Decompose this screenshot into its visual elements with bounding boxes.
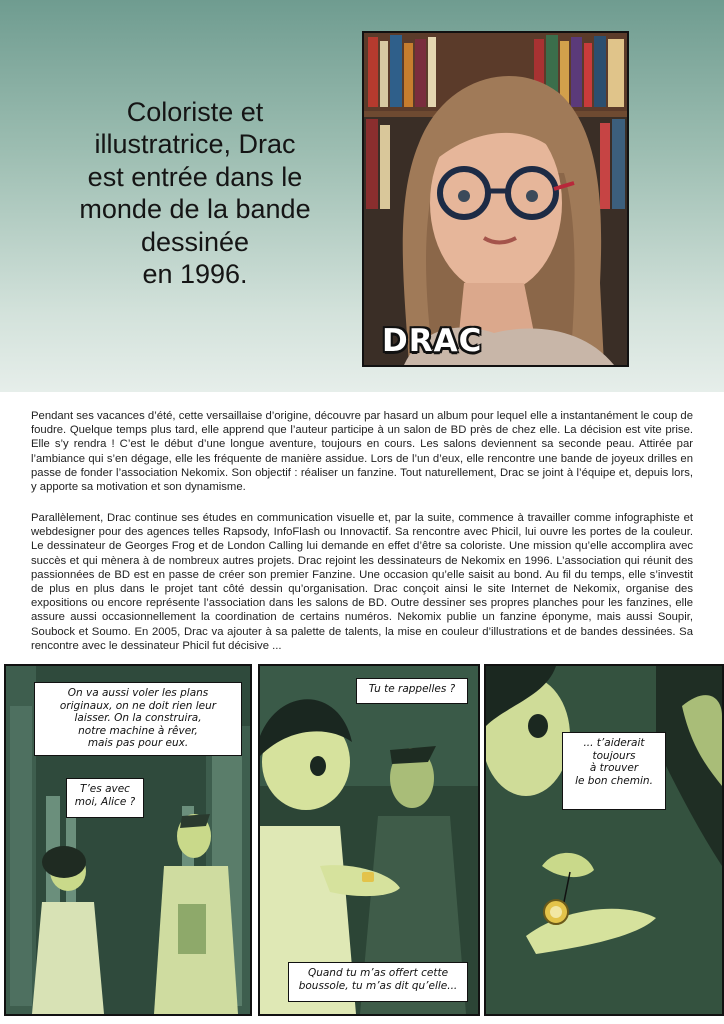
intro-line: dessinée	[140, 226, 250, 257]
bubble-line: le bon chemin.	[575, 774, 653, 787]
speech-bubble	[288, 962, 468, 1002]
speech-bubble	[66, 778, 144, 818]
portrait-photo	[362, 31, 629, 367]
bubble-line: notre machine à rêver,	[78, 724, 198, 737]
intro-line: Coloriste et	[126, 97, 264, 127]
intro-line: est entrée dans le	[87, 161, 303, 192]
bubble-line: à trouver	[589, 762, 639, 774]
intro-line: monde de la bande	[79, 194, 311, 225]
biography-paragraph-1: Pendant ses vacances d’été, cette versaillaise d’origine, découvre par hasard un album pour lequel elle a instantanément le coup de foudre. Quelque temps plus tard, elle apprend que l’auteur participe à un salon de BD près de chez elle. La décision est vite prise. Elle s’y rendra ! C’est le début d’une longue aventure, toujours en cours. Les salons deviennent sa seconde peau. Attirée par l’ambiance qui s’en dégage, elle les fréquente de manière assidue. Lors de l’un d’eux, elle rencontre une bande de joyeux drilles en passe de fonder l’association Nekomix. Son objectif : réaliser un fanzine. Tout naturellement, Drac se joint à l’équipe et, depuis lors, y apporte sa motivation et son dynamisme.	[31, 410, 693, 494]
speech-bubble	[356, 678, 468, 704]
hero-banner	[0, 0, 724, 392]
bubble-line: laisser. On la construira,	[74, 712, 202, 724]
bubble-line: toujours	[592, 749, 636, 762]
bubble-line: Quand tu m’as offert cette	[307, 967, 449, 979]
intro-line: en 1996.	[142, 258, 248, 289]
portrait-illustration	[364, 33, 627, 365]
bubble-line: Tu te rappelles ?	[368, 683, 456, 695]
portrait-name-label: DRAC	[382, 323, 483, 359]
biography-paragraph-2: Parallèlement, Drac continue ses études en communication visuelle et, par la suite, commence à travailler comme infographiste et webdesigner pour des agences telles Rapsody, InfoFlash ou Innovactif. Sa rencontre avec Phicil, lui ouvre les portes de la couleur. Le dessinateur de Georges Frog et de London Calling lui demande en effet d’être sa coloriste. Une mission qu’elle accomplira avec succès et qui mènera à de nombreux autres projets. Drac rejoint les dessinateurs de Nekomix en 1996. L’association qui réunit des passionnées de BD est en passe de créer son premier Fanzine. Une occasion qu’elle saisit au bond. Au fil du temps, elle s’investit de plus en plus dans le projet tant côté dessin qu’organisation. Drac conçoit ainsi le site Internet de Nekomix, organise des expositions ou encore représente l’association dans les salons de BD. Outre dessiner ses propres planches pour les fanzines, elle assure aussi occasionnellement la coordination de certains numéros. Nekomix publie un fanzine éponyme, mais aussi Soupir, Soubock et Soumo. En 2005, Drac va ajouter à sa palette de talents, la mise en couleur d’illustrations et de bandes dessinées. Sa rencontre avec le dessinateur Phicil fut décisive ...	[31, 512, 693, 652]
speech-bubble	[34, 682, 242, 756]
bubble-line: moi, Alice ?	[74, 795, 136, 808]
bubble-line: ... t’aiderait	[583, 737, 645, 749]
bubble-line: On va aussi voler les plans	[67, 687, 209, 699]
intro-text	[60, 96, 330, 290]
comic-panel-1	[4, 664, 252, 1016]
bubble-line: T’es avec	[80, 783, 130, 795]
bubble-line: mais pas pour eux.	[87, 737, 189, 749]
bubble-line: originaux, on ne doit rien leur	[59, 699, 217, 712]
comic-panel-3-art	[486, 666, 722, 1014]
intro-line: illustratrice, Drac	[94, 129, 296, 160]
comic-panel-3	[484, 664, 724, 1016]
bubble-line: boussole, tu m’as dit qu’elle...	[298, 979, 458, 992]
comic-panel-2	[258, 664, 480, 1016]
speech-bubble	[562, 732, 666, 810]
